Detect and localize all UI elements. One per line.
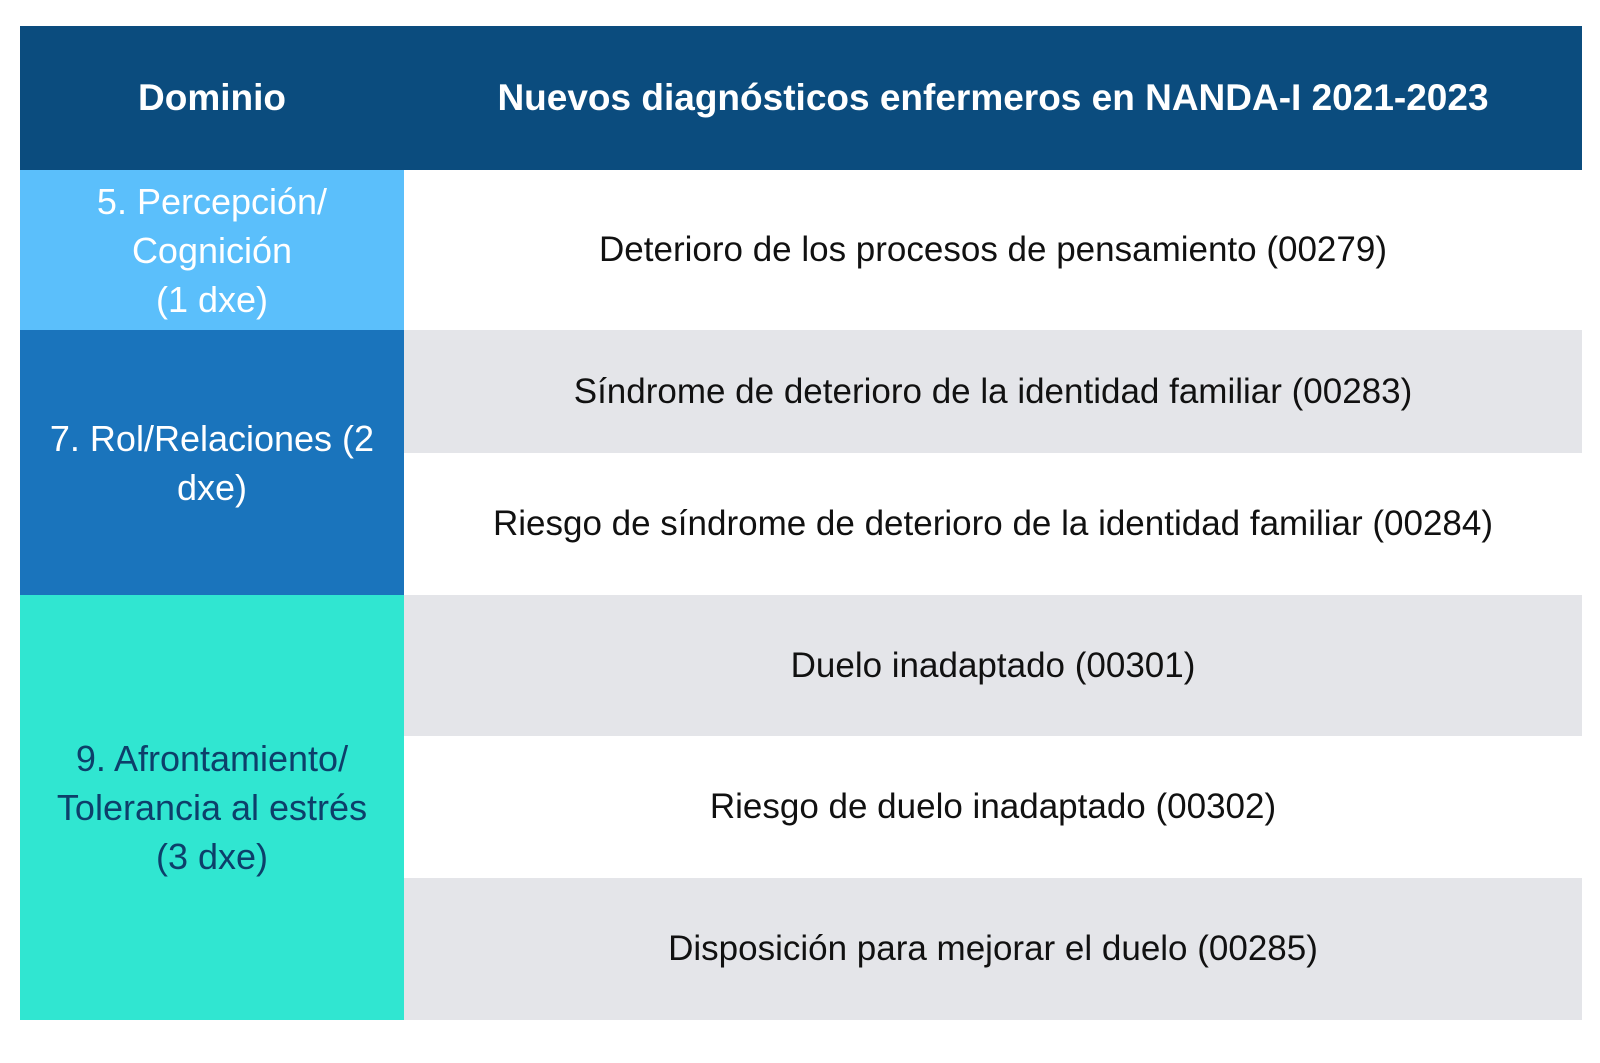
domain-cell-perception — [20, 170, 404, 330]
domain-label: 5. Percepción/ Cognición (1 dxe) — [96, 180, 328, 320]
diagnosis-row: Riesgo de duelo inadaptado (00302) — [404, 736, 1582, 878]
nanda-diagnoses-table — [20, 26, 1582, 1020]
diagnosis-row: Disposición para mejorar el duelo (00285) — [404, 878, 1582, 1020]
domain-group-coping — [20, 595, 1582, 1020]
domain-cell-role-relations — [20, 330, 404, 595]
header-diagnoses: Nuevos diagnósticos enfermeros en NANDA-I 2021-2023 — [497, 77, 1489, 118]
diagnoses-column — [404, 170, 1582, 330]
domain-cell-coping — [20, 595, 404, 1020]
diagnosis-row: Deterioro de los procesos de pensamiento (00279) — [404, 170, 1582, 330]
table-header — [20, 26, 1582, 170]
diagnosis-row: Riesgo de síndrome de deterioro de la identidad familiar (00284) — [404, 453, 1582, 595]
diagnosis-row: Duelo inadaptado (00301) — [404, 595, 1582, 736]
header-domain: Dominio — [138, 77, 286, 118]
diagnoses-column — [404, 330, 1582, 595]
domain-label: 9. Afrontamiento/ Tolerancia al estrés (3 dxe) — [56, 738, 368, 877]
diagnoses-column — [404, 595, 1582, 1020]
domain-label: 7. Rol/Relaciones (2 dxe) — [49, 417, 375, 508]
domain-group-role-relations — [20, 330, 1582, 595]
domain-group-perception — [20, 170, 1582, 330]
diagnosis-row: Síndrome de deterioro de la identidad familiar (00283) — [404, 330, 1582, 453]
